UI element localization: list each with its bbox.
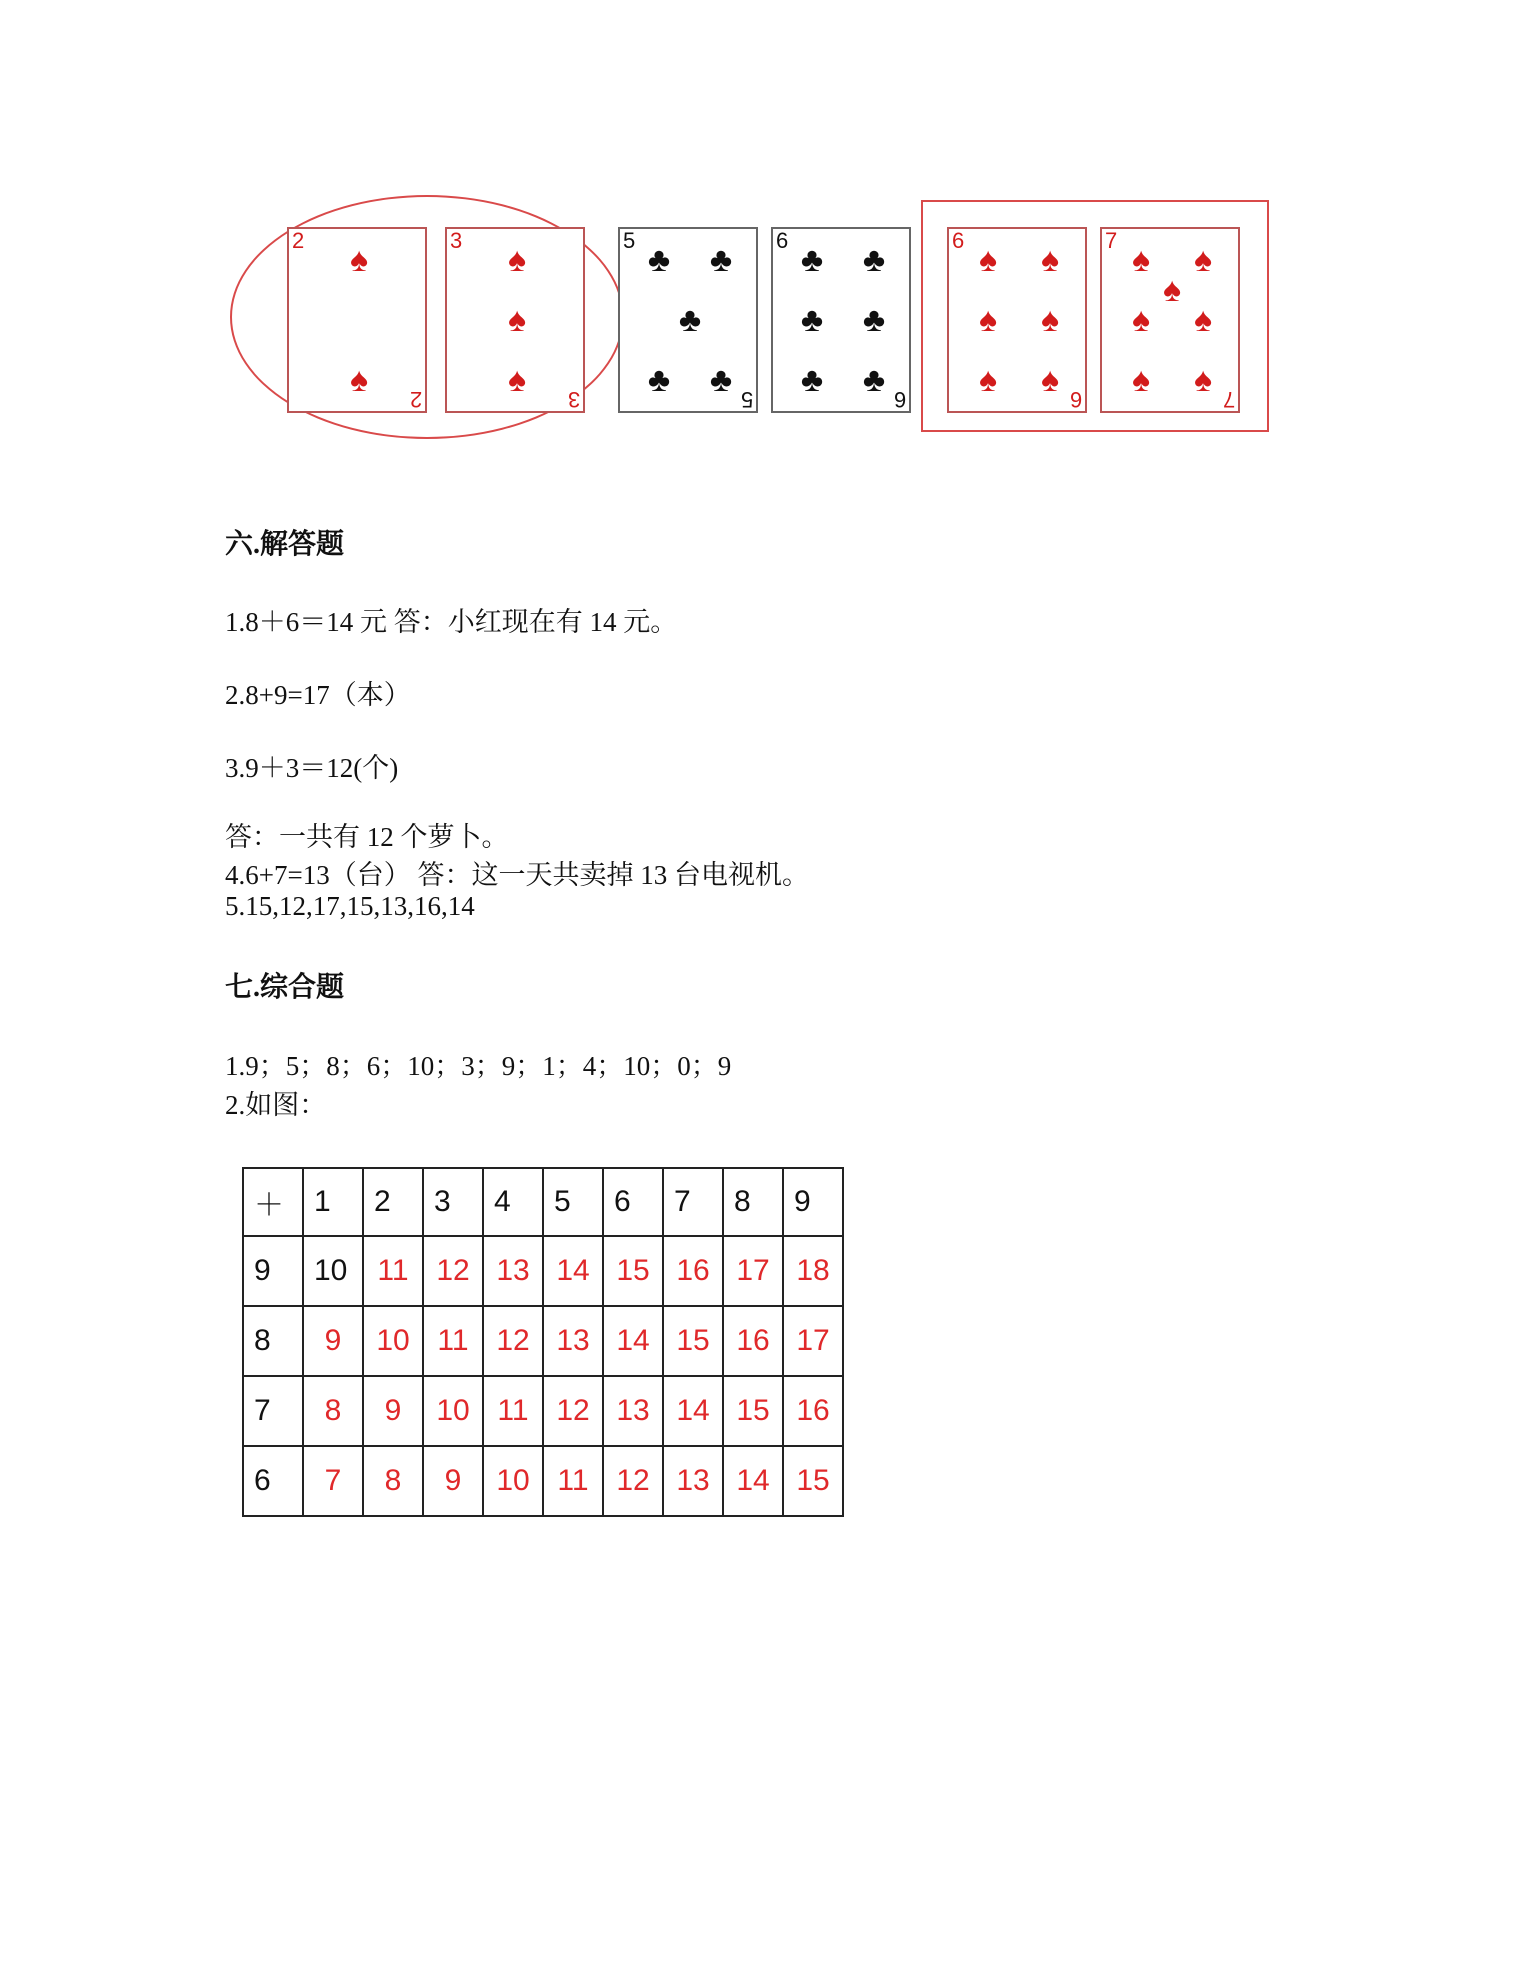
- answer-line-2: 2.8+9=17（本）: [225, 680, 411, 710]
- table-cell: 9: [783, 1168, 843, 1236]
- table-cell: 8: [723, 1168, 783, 1236]
- answer-line-3: 3.9＋3＝12(个): [225, 753, 399, 783]
- spade-icon: ♠: [978, 362, 998, 399]
- spade-icon: ♠: [1040, 302, 1060, 339]
- answer-line-5: 5.15,12,17,15,13,16,14: [225, 891, 475, 921]
- card-rank: 2: [292, 228, 305, 253]
- answer-line-4: 4.6+7=13（台） 答：这一天共卖掉 13 台电视机。: [225, 860, 809, 890]
- comprehensive-line-1: 1.9；5；8；6；10；3；9；1；4；10；0；9: [225, 1051, 732, 1081]
- table-row: [243, 1306, 843, 1376]
- club-icon: ♣: [800, 242, 824, 279]
- spade-icon: ♠: [978, 302, 998, 339]
- spade-icon: ♠: [978, 242, 998, 279]
- table-cell: 11: [483, 1376, 543, 1446]
- card-6-spades: [947, 227, 1087, 413]
- table-row: [243, 1446, 843, 1516]
- card-rank: 6: [776, 228, 789, 253]
- table-cell: 13: [663, 1446, 723, 1516]
- table-cell: 12: [483, 1306, 543, 1376]
- table-cell: 13: [603, 1376, 663, 1446]
- table-row: [243, 1168, 843, 1236]
- table-cell: 9: [243, 1236, 303, 1306]
- table-cell: 15: [723, 1376, 783, 1446]
- card-rank: 5: [740, 387, 753, 412]
- club-icon: ♣: [862, 302, 886, 339]
- table-cell: 15: [603, 1236, 663, 1306]
- card-2-spades: [287, 227, 427, 413]
- table-cell: 11: [423, 1306, 483, 1376]
- table-row: [243, 1236, 843, 1306]
- table-cell: 7: [243, 1376, 303, 1446]
- table-cell: 4: [483, 1168, 543, 1236]
- table-cell: 1: [303, 1168, 363, 1236]
- card-7-spades: [1100, 227, 1240, 413]
- spade-icon: ♠: [1131, 362, 1151, 399]
- table-cell: 16: [783, 1376, 843, 1446]
- card-rank: 2: [409, 387, 422, 412]
- table-cell: 8: [363, 1446, 423, 1516]
- section-6-heading: 六.解答题: [225, 529, 345, 560]
- spade-icon: ♠: [507, 302, 527, 339]
- answer-line-1: 1.8＋6＝14 元 答：小红现在有 14 元。: [225, 607, 678, 637]
- table-row: [243, 1376, 843, 1446]
- card-rank: 6: [893, 387, 906, 412]
- table-cell: 2: [363, 1168, 423, 1236]
- club-icon: ♣: [709, 242, 733, 279]
- spade-icon: ♠: [1193, 242, 1213, 279]
- spade-icon: ♠: [1193, 302, 1213, 339]
- comprehensive-line-2: 2.如图：: [225, 1090, 327, 1120]
- table-cell: ＋: [243, 1168, 303, 1236]
- card-6-clubs: [771, 227, 911, 413]
- table-cell: 6: [243, 1446, 303, 1516]
- table-cell: 15: [783, 1446, 843, 1516]
- table-cell: 7: [303, 1446, 363, 1516]
- table-cell: 9: [363, 1376, 423, 1446]
- playing-cards-figure: [225, 185, 1285, 440]
- table-cell: 14: [663, 1376, 723, 1446]
- card-3-spades: [445, 227, 585, 413]
- club-icon: ♣: [647, 242, 671, 279]
- spade-icon: ♠: [1162, 272, 1182, 309]
- table-cell: 9: [303, 1306, 363, 1376]
- table-cell: 6: [603, 1168, 663, 1236]
- table-cell: 9: [423, 1446, 483, 1516]
- section-7-heading: 七.综合题: [225, 972, 345, 1003]
- spade-icon: ♠: [349, 242, 369, 279]
- card-rank: 6: [952, 228, 965, 253]
- table-cell: 15: [663, 1306, 723, 1376]
- table-cell: 3: [423, 1168, 483, 1236]
- table-cell: 7: [663, 1168, 723, 1236]
- table-cell: 14: [723, 1446, 783, 1516]
- table-cell: 16: [723, 1306, 783, 1376]
- spade-icon: ♠: [1193, 362, 1213, 399]
- table-cell: 11: [543, 1446, 603, 1516]
- card-rank: 6: [1069, 387, 1082, 412]
- table-cell: 12: [423, 1236, 483, 1306]
- table-cell: 10: [303, 1236, 363, 1306]
- table-cell: 18: [783, 1236, 843, 1306]
- table-cell: 14: [603, 1306, 663, 1376]
- table-cell: 12: [543, 1376, 603, 1446]
- addition-table: [242, 1167, 844, 1517]
- spade-icon: ♠: [1131, 242, 1151, 279]
- table-cell: 12: [603, 1446, 663, 1516]
- spade-icon: ♠: [1040, 362, 1060, 399]
- club-icon: ♣: [647, 362, 671, 399]
- table-cell: 10: [363, 1306, 423, 1376]
- card-rank: 3: [567, 387, 580, 412]
- table-cell: 16: [663, 1236, 723, 1306]
- answer-line-3b: 答：一共有 12 个萝卜。: [225, 822, 509, 852]
- card-rank: 7: [1105, 228, 1118, 253]
- table-cell: 17: [783, 1306, 843, 1376]
- table-cell: 13: [483, 1236, 543, 1306]
- table-cell: 17: [723, 1236, 783, 1306]
- club-icon: ♣: [800, 362, 824, 399]
- club-icon: ♣: [862, 362, 886, 399]
- club-icon: ♣: [862, 242, 886, 279]
- table-cell: 11: [363, 1236, 423, 1306]
- table-cell: 14: [543, 1236, 603, 1306]
- club-icon: ♣: [678, 302, 702, 339]
- spade-icon: ♠: [1131, 302, 1151, 339]
- table-cell: 8: [303, 1376, 363, 1446]
- card-rank: 7: [1222, 387, 1235, 412]
- club-icon: ♣: [709, 362, 733, 399]
- card-rank: 3: [450, 228, 463, 253]
- table-cell: 8: [243, 1306, 303, 1376]
- club-icon: ♣: [800, 302, 824, 339]
- spade-icon: ♠: [507, 242, 527, 279]
- spade-icon: ♠: [507, 362, 527, 399]
- table-cell: 10: [483, 1446, 543, 1516]
- card-rank: 5: [623, 228, 636, 253]
- spade-icon: ♠: [349, 362, 369, 399]
- card-5-clubs: [618, 227, 758, 413]
- spade-icon: ♠: [1040, 242, 1060, 279]
- table-cell: 13: [543, 1306, 603, 1376]
- table-cell: 10: [423, 1376, 483, 1446]
- table-cell: 5: [543, 1168, 603, 1236]
